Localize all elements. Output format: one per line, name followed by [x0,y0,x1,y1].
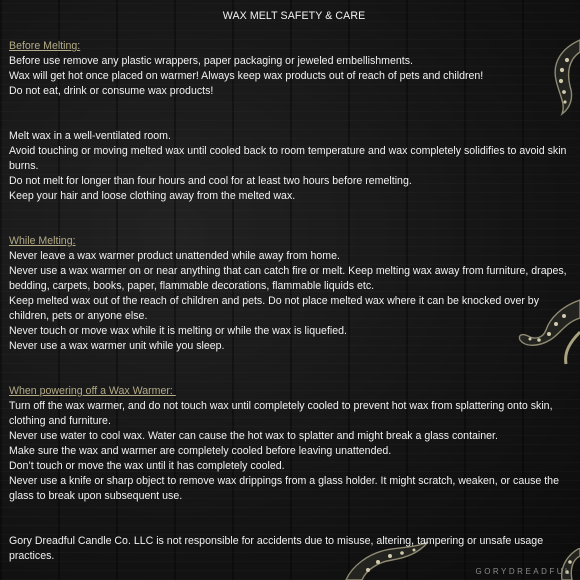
instruction-line: Never use a wax warmer on or near anything that can catch fire or melt. Keep melting wax away from furniture, drapes, bedding, carpets, books, paper, flammable decorations, flammable liquids etc. [9,265,567,292]
disclaimer: Gory Dreadful Candle Co. LLC is not responsible for accidents due to misuse, altering, tampering or unsafe usage practices. [9,535,544,562]
instruction-line: Do not eat, drink or consume wax products! [9,85,214,97]
section-heading: While Melting: [9,235,76,247]
instruction-line: Make sure the wax and warmer are completely cooled before leaving unattended. [9,445,392,457]
instruction-line: Turn off the wax warmer, and do not touch wax until completely cooled to prevent hot wax from splattering onto skin, clothing and furniture. [9,400,553,427]
instruction-line: Melt wax in a well-ventilated room. [9,130,171,142]
care-instructions [9,9,579,564]
section-while-melting [9,234,579,354]
instruction-line: Never use a knife or sharp object to remove wax drippings from a glass holder. It might scratch, weaken, or cause the glass to break upon subsequent use. [9,475,559,502]
instruction-line: Never leave a wax warmer product unattended while away from home. [9,250,340,262]
instruction-line: Wax will get hot once placed on warmer! Always keep wax products out of reach of pets and children! [9,70,484,82]
instruction-line: Never use water to cool wax. Water can cause the hot wax to splatter and might break a glass container. [9,430,498,442]
instruction-line: Don’t touch or move the wax until it has completely cooled. [9,460,285,472]
instruction-line: Do not melt for longer than four hours and cool for at least two hours before remelting. [9,175,412,187]
instruction-line: Avoid touching or moving melted wax until cooled back to room temperature and wax completely solidifies to avoid skin burns. [9,145,567,172]
instruction-line: Before use remove any plastic wrappers, paper packaging or jeweled embellishments. [9,55,413,67]
brand-watermark: GORYDREADFUL [475,567,572,576]
section-general-melting [9,129,579,204]
instruction-line: Never use a wax warmer unit while you sleep. [9,340,225,352]
page-title: WAX MELT SAFETY & CARE [222,10,366,22]
section-before-melting [9,39,579,99]
instruction-line: Keep your hair and loose clothing away from the melted wax. [9,190,296,202]
section-heading: When powering off a Wax Warmer: [9,385,176,397]
instruction-line: Keep melted wax out of the reach of children and pets. Do not place melted wax where it can be knocked over by children, pets or anyone else. [9,295,539,322]
section-powering-off [9,384,579,504]
instruction-line: Never touch or move wax while it is melting or while the wax is liquefied. [9,325,347,337]
section-heading: Before Melting: [9,40,81,52]
